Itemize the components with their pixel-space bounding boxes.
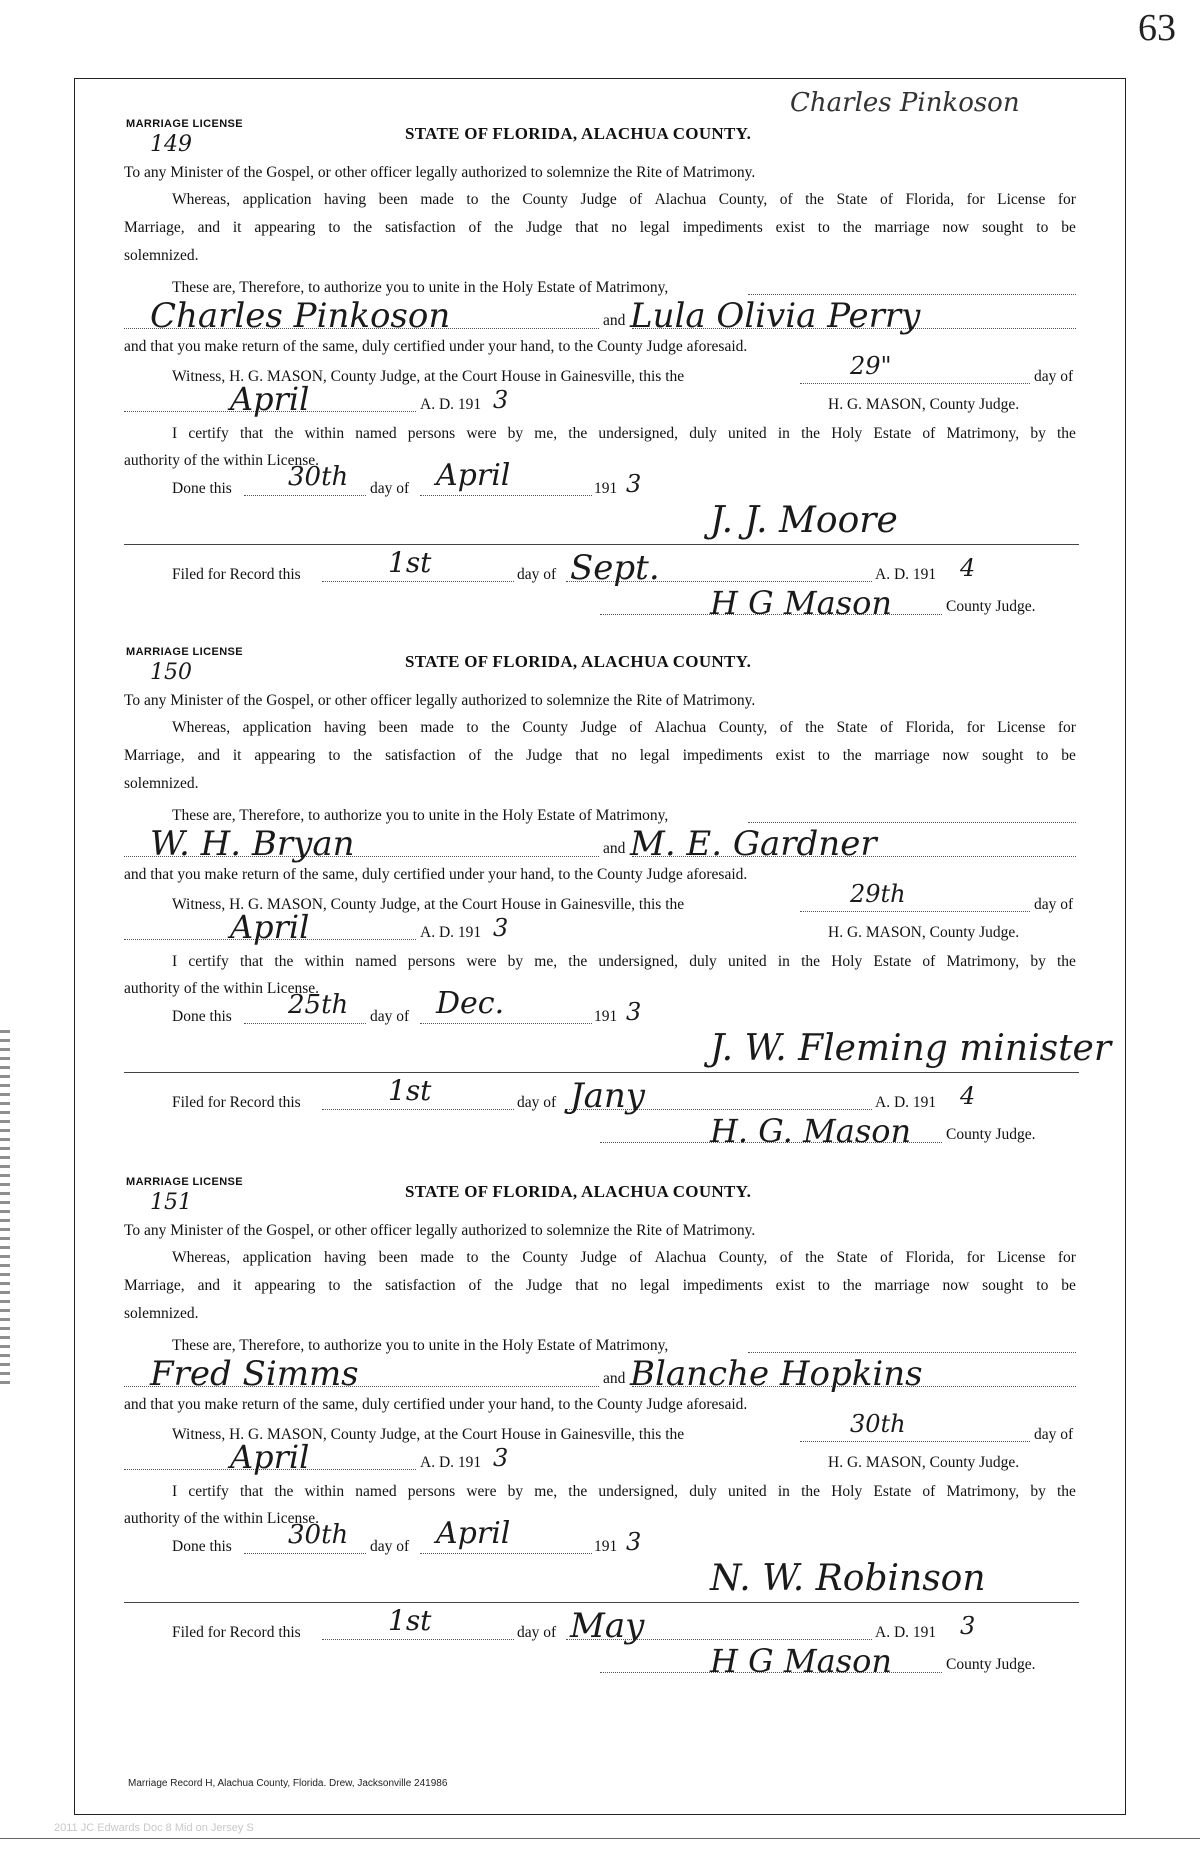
dotted-rule [322, 581, 514, 582]
county-judge-label: County Judge. [946, 598, 1036, 615]
whereas-line-1: Whereas, application having been made to the County Judge of Alachua County, of the State of Florida, for License for [172, 191, 1076, 208]
filed-year-digit: 3 [960, 1612, 976, 1640]
and-label: and [603, 840, 626, 857]
filed-label: Filed for Record this [172, 1094, 301, 1111]
page-number: 63 [1138, 7, 1176, 49]
separator-rule [124, 1602, 1079, 1603]
done-this-label: Done this [172, 480, 232, 497]
witness-ad: A. D. 191 [420, 396, 482, 413]
minister-signature: J. J. Moore [710, 500, 898, 541]
marriage-license-149 [0, 118, 1200, 638]
dotted-rule [800, 383, 1030, 384]
witness-line: Witness, H. G. MASON, County Judge, at the Court House in Gainesville, this the [172, 1426, 685, 1443]
witness-year-digit: 3 [493, 386, 509, 414]
dotted-rule [420, 1023, 592, 1024]
separator-rule [124, 1072, 1079, 1073]
done-day: 25th [288, 990, 349, 1020]
done-day: 30th [288, 462, 349, 492]
filed-ad: A. D. 191 [875, 566, 937, 583]
filed-year-digit: 4 [960, 1082, 976, 1110]
groom-name: Fred Simms [150, 1354, 359, 1394]
bride-name: M. E. Gardner [630, 824, 877, 864]
witness-month: April [230, 380, 310, 418]
dotted-rule [800, 1441, 1030, 1442]
license-number: 150 [150, 660, 192, 685]
certify-line: I certify that the within named persons were by me, the undersigned, duly united in the Holy Estate of Matrimony, by the [172, 953, 1076, 970]
judge-signature: H G Mason [710, 584, 892, 622]
whereas-line-3: solemnized. [124, 247, 199, 264]
bride-name: Blanche Hopkins [630, 1354, 923, 1394]
done-month: Dec. [436, 986, 505, 1021]
judge-line: H. G. MASON, County Judge. [828, 396, 1020, 413]
dotted-rule [748, 1352, 1076, 1353]
witness-day: 30th [850, 1410, 906, 1438]
witness-year-digit: 3 [493, 1444, 509, 1472]
license-heading: STATE OF FLORIDA, ALACHUA COUNTY. [405, 652, 752, 671]
dotted-rule [244, 1023, 366, 1024]
whereas-line-2: Marriage, and it appearing to the satisfaction of the Judge that no legal impediments exist to the marriage now sought to be [124, 219, 1076, 236]
authority-line: authority of the within License. [124, 980, 319, 997]
witness-line: Witness, H. G. MASON, County Judge, at the Court House in Gainesville, this the [172, 896, 685, 913]
whereas-line-3: solemnized. [124, 1305, 199, 1322]
judge-signature: H G Mason [710, 1642, 892, 1680]
filed-label: Filed for Record this [172, 1624, 301, 1641]
return-line: and that you make return of the same, duly certified under your hand, to the County Judge aforesaid. [124, 338, 748, 355]
top-signature: Charles Pinkoson [790, 88, 1020, 118]
license-label: MARRIAGE LICENSE [126, 118, 244, 130]
witness-day: 29" [850, 352, 892, 380]
filed-year-digit: 4 [960, 554, 976, 582]
witness-month: April [230, 908, 310, 946]
certify-line: I certify that the within named persons were by me, the undersigned, duly united in the Holy Estate of Matrimony, by the [172, 425, 1076, 442]
done-day-of: day of [370, 1008, 410, 1025]
certify-line: I certify that the within named persons were by me, the undersigned, duly united in the Holy Estate of Matrimony, by the [172, 1483, 1076, 1500]
county-judge-label: County Judge. [946, 1656, 1036, 1673]
done-day-of: day of [370, 480, 410, 497]
authority-line: authority of the within License. [124, 1510, 319, 1527]
marriage-license-150 [0, 646, 1200, 1166]
filed-month: May [570, 1606, 645, 1646]
license-number: 151 [150, 1190, 192, 1215]
filed-month: Jany [570, 1076, 646, 1116]
dotted-rule [420, 495, 592, 496]
witness-ad: A. D. 191 [420, 924, 482, 941]
license-number: 149 [150, 132, 192, 157]
done-year-digit: 3 [626, 1528, 642, 1556]
judge-line: H. G. MASON, County Judge. [828, 924, 1020, 941]
filed-day: 1st [388, 1074, 432, 1107]
done-year-label: 191 [594, 1008, 618, 1025]
witness-day-of: day of [1034, 1426, 1074, 1443]
filed-label: Filed for Record this [172, 566, 301, 583]
filed-day-of: day of [517, 1094, 557, 1111]
witness-day: 29th [850, 880, 906, 908]
filed-day-of: day of [517, 566, 557, 583]
filed-day: 1st [388, 1604, 432, 1637]
done-year-digit: 3 [626, 998, 642, 1026]
marriage-license-151 [0, 1176, 1200, 1696]
watermark: 2011 JC Edwards Doc 8 Mid on Jersey S [54, 1822, 254, 1834]
done-day-of: day of [370, 1538, 410, 1555]
dotted-rule [748, 294, 1076, 295]
bottom-line [0, 1838, 1200, 1839]
done-year-label: 191 [594, 1538, 618, 1555]
separator-rule [124, 544, 1079, 545]
return-line: and that you make return of the same, duly certified under your hand, to the County Judge aforesaid. [124, 866, 748, 883]
witness-day-of: day of [1034, 896, 1074, 913]
footer-note: Marriage Record H, Alachua County, Florida. Drew, Jacksonville 241986 [128, 1778, 448, 1789]
whereas-line-1: Whereas, application having been made to the County Judge of Alachua County, of the State of Florida, for License for [172, 719, 1076, 736]
judge-line: H. G. MASON, County Judge. [828, 1454, 1020, 1471]
bride-name: Lula Olivia Perry [630, 296, 921, 336]
done-month: April [436, 1516, 511, 1551]
and-label: and [603, 312, 626, 329]
dotted-rule [244, 495, 366, 496]
done-this-label: Done this [172, 1008, 232, 1025]
address-line: To any Minister of the Gospel, or other officer legally authorized to solemnize the Rite of Matrimony. [124, 164, 756, 181]
filed-ad: A. D. 191 [875, 1094, 937, 1111]
dotted-rule [420, 1553, 592, 1554]
and-label: and [603, 1370, 626, 1387]
whereas-line-2: Marriage, and it appearing to the satisfaction of the Judge that no legal impediments exist to the marriage now sought to be [124, 1277, 1076, 1294]
authorize-line: These are, Therefore, to authorize you to unite in the Holy Estate of Matrimony, [172, 807, 669, 824]
return-line: and that you make return of the same, duly certified under your hand, to the County Judge aforesaid. [124, 1396, 748, 1413]
filed-day-of: day of [517, 1624, 557, 1641]
whereas-line-2: Marriage, and it appearing to the satisfaction of the Judge that no legal impediments exist to the marriage now sought to be [124, 747, 1076, 764]
address-line: To any Minister of the Gospel, or other officer legally authorized to solemnize the Rite of Matrimony. [124, 692, 756, 709]
filed-day: 1st [388, 546, 432, 579]
minister-signature: N. W. Robinson [710, 1558, 986, 1599]
witness-year-digit: 3 [493, 914, 509, 942]
dotted-rule [322, 1639, 514, 1640]
dotted-rule [322, 1109, 514, 1110]
authority-line: authority of the within License. [124, 452, 319, 469]
dotted-rule [244, 1553, 366, 1554]
witness-month: April [230, 1438, 310, 1476]
done-month: April [436, 458, 511, 493]
witness-line: Witness, H. G. MASON, County Judge, at the Court House in Gainesville, this the [172, 368, 685, 385]
license-label: MARRIAGE LICENSE [126, 1176, 244, 1188]
license-heading: STATE OF FLORIDA, ALACHUA COUNTY. [405, 1182, 752, 1201]
authorize-line: These are, Therefore, to authorize you to unite in the Holy Estate of Matrimony, [172, 1337, 669, 1354]
done-this-label: Done this [172, 1538, 232, 1555]
dotted-rule [748, 822, 1076, 823]
witness-ad: A. D. 191 [420, 1454, 482, 1471]
minister-signature: J. W. Fleming minister [710, 1028, 1112, 1069]
license-heading: STATE OF FLORIDA, ALACHUA COUNTY. [405, 124, 752, 143]
whereas-line-1: Whereas, application having been made to the County Judge of Alachua County, of the State of Florida, for License for [172, 1249, 1076, 1266]
dotted-rule [800, 911, 1030, 912]
filed-ad: A. D. 191 [875, 1624, 937, 1641]
filed-month: Sept. [570, 548, 660, 588]
authorize-line: These are, Therefore, to authorize you to unite in the Holy Estate of Matrimony, [172, 279, 669, 296]
whereas-line-3: solemnized. [124, 775, 199, 792]
judge-signature: H. G. Mason [710, 1112, 912, 1150]
address-line: To any Minister of the Gospel, or other officer legally authorized to solemnize the Rite of Matrimony. [124, 1222, 756, 1239]
groom-name: Charles Pinkoson [150, 296, 451, 336]
license-label: MARRIAGE LICENSE [126, 646, 244, 658]
county-judge-label: County Judge. [946, 1126, 1036, 1143]
done-day: 30th [288, 1520, 349, 1550]
done-year-digit: 3 [626, 470, 642, 498]
groom-name: W. H. Bryan [150, 824, 355, 864]
done-year-label: 191 [594, 480, 618, 497]
witness-day-of: day of [1034, 368, 1074, 385]
